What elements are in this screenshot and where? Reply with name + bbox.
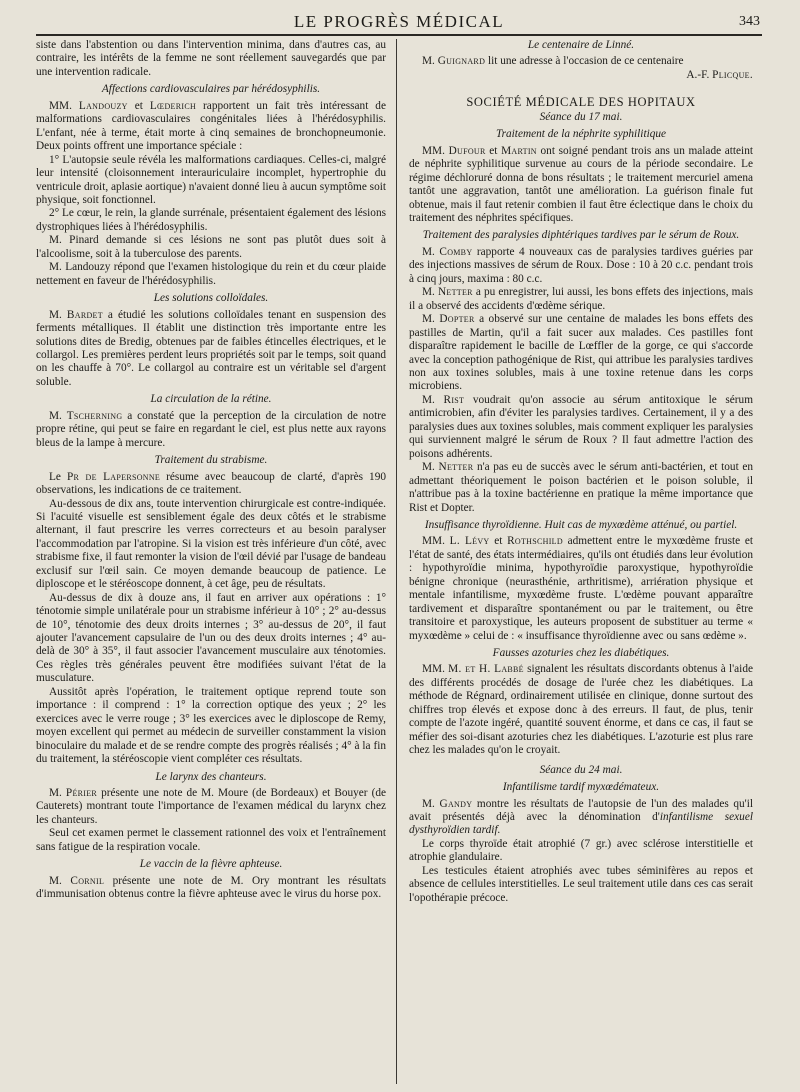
paragraph: M. Comby rapporte 4 nouveaux cas de paralysies tardives guéries par des injections massives de sérum de Roux. Dose : 10 à 20 c.c. pendant trois à cinq jours, maxima : 80 c.c. xyxy=(409,245,753,285)
section-heading-vaccin: Le vaccin de la fièvre aphteuse. xyxy=(139,858,283,871)
two-column-body xyxy=(36,39,762,1084)
paragraph: Au-dessus de dix à douze ans, il faut en arriver aux opérations : 1° ténotomie simple unilatérale pour un strabisme inférieur à 10° ; 2° au-dessus de 10°, ténotomie des deux droits internes ; 3° au-dessus de 20°, il faut ajouter l'avancement capsulaire de l'un ou des deux droits internes ; 4° au-delà de 30° à 35°, il faut associer l'avancement musculaire aux ténotomies. Ces règles très générales peuvent être modifiées suivant l'état de la musculature. xyxy=(36,591,386,685)
paragraph: M. Bardet a étudié les solutions colloïdales tenant en suspension des ferments métalliques. Il établit une distinction très importante entre les solutions dites de Bredig, obtenues par de faibles étincelles électriques, et le collargol. Les premières perdent leurs propriétés soit par le temps, soit quand on les chauffe à 70°. Le collargol au contraire est un véritable sel d'argent soluble. xyxy=(36,308,386,388)
paragraph: M. Pinard demande si ces lésions ne sont pas plutôt dues soit à l'alcoolisme, soit à la tuberculose des parents. xyxy=(36,234,386,260)
left-column xyxy=(36,39,396,1084)
paragraph: Seul cet examen permet le classement rationnel des voix et l'entraînement sans fatigue de la respiration vocale. xyxy=(36,827,386,853)
section-heading-infantilisme: Infantilisme tardif myxœdémateux. xyxy=(502,781,660,794)
section-heading-colloidal: Les solutions colloïdales. xyxy=(153,292,269,305)
paragraph: M. Rist voudrait qu'on associe au sérum antitoxique le sérum antimicrobien, afin d'éviter les paralysies tardives. Certainement, il y a des paralysies dues aux toxines solubles, mais comment expliquer les paralysies qui surviennent malgré le sérum de Roux ? Il faut admettre l'action des poisons adhérents. xyxy=(409,393,753,460)
seance-date: Séance du 24 mai. xyxy=(539,763,623,776)
paragraph: M. Dopter a observé sur une centaine de malades les bons effets des pastilles de Martin, qu'il a fait sucer aux malades. Ces pastilles font disparaître rapidement le bacille de Lœffler de la gorge, ce qui s'accorde avec la conception pathogénique de Rist, qui attribue les paralysies tardives non aux toxines solubles, mais à une toxine retenue dans les corps microbiens. xyxy=(409,313,753,393)
paragraph: MM. Dufour et Martin ont soigné pendant trois ans un malade atteint de néphrite syphilitique survenue au cours de la période secondaire. Le régime déchloruré donna de bons résultats ; le traitement mercuriel amena tantôt une aggravation, tantôt une amélioration. La guérison finale fut obtenue, mais il faut retenir combien il faut être éclectique dans le choix du traitement des néphrites spécifiques. xyxy=(409,144,753,224)
section-heading-azoturies: Fausses azoturies chez les diabétiques. xyxy=(492,647,670,660)
paragraph: M. Netter n'a pas eu de succès avec le sérum anti-bactérien, et tout en admettant théoriquement le poison bactérien et le poison soluble, il n'attribue pas à la toxine bactérienne en pratique la même importance que Rist et Dopter. xyxy=(409,461,753,514)
paragraph: 2° Le cœur, le rein, la glande surrénale, présentaient également des lésions dystrophiques liées à l'hérédosyphilis. xyxy=(36,207,386,233)
section-heading-linne: Le centenaire de Linné. xyxy=(527,39,635,51)
section-heading-hereosyphilis: Affections cardiovasculaires par hérédosyphilis. xyxy=(101,83,321,96)
paragraph: Le corps thyroïde était atrophié (7 gr.) avec sclérose interstitielle et atrophie glandulaire. xyxy=(409,837,753,864)
seance-date: Séance du 17 mai. xyxy=(539,110,623,123)
paragraph: M. Gandy montre les résultats de l'autopsie de l'un des malades qu'il avait présentés déjà avec la dénomination d'infantilisme sexuel dysthyroïdien tardif. xyxy=(409,797,753,837)
paragraph: M. Cornil présente une note de M. Ory montrant les résultats d'immunisation obtenus contre la fièvre aphteuse avec le virus du horse pox. xyxy=(36,874,386,901)
section-heading-paralysies: Traitement des paralysies diphtériques tardives par le sérum de Roux. xyxy=(422,229,740,242)
paragraph: MM. L. Lévy et Rothschild admettent entre le myxœdème fruste et l'état de santé, des états intermédiaires, qu'ils ont étudiés dans leur évolution : hypothyroïdie minima, hypothyroïdie paroxystique, hypothyroïdie bénigne chronique (neurasthénie, arthritisme), arriération physique et mentale infantilisme, myxœdème fruste. L'œdème pouvant apparaître tardivement et disparaître spontanément ou par le traitement, ou être transitoire et paroxystique, les auteurs proposent de substituer au terme « myxœdème » celui de : « insuffisance thyroïdienne avec ou sans œdème ». xyxy=(409,535,753,642)
page-header xyxy=(36,8,762,36)
paragraph: MM. Landouzy et Lœderich rapportent un fait très intéressant de malformations cardiovasculaires congénitales liées à l'hérédosyphilis. L'enfant, née à terme, était morte à cinq semaines de bronchopneumonie. Deux points offrent une importance spéciale : xyxy=(36,99,386,153)
continued-paragraph: siste dans l'abstention ou dans l'intervention minima, dans d'autres cas, au contraire, les intérêts de la femme ne sont réellement sauvegardés que par une intervention radicale. xyxy=(36,39,386,78)
paragraph: 1° L'autopsie seule révéla les malformations cardiaques. Celles-ci, malgré leur intensité (cloisonnement interauriculaire incomplet, hypertrophie du ventricule droit, aplasie aortique) n'avaient donné lieu à aucun symptôme soit physique, soit fonctionnel. xyxy=(36,153,386,206)
section-heading-retina: La circulation de la rétine. xyxy=(150,393,272,406)
section-heading-nephrite: Traitement de la néphrite syphilitique xyxy=(495,128,667,141)
right-column xyxy=(397,39,753,1084)
author-signature: A.-F. Plicque. xyxy=(686,68,753,81)
journal-title: LE PROGRÈS MÉDICAL xyxy=(293,12,505,31)
section-heading-strabisme: Traitement du strabisme. xyxy=(154,454,268,467)
paragraph: MM. M. et H. Labbé signalent les résultats discordants obtenus à l'aide des différents procédés de dosage de l'urée chez les diabétiques. La méthode de Régnard, ordinairement utilisée en clinique, donne surtout des chiffres trop élevés et expose donc à des erreurs. Il faut, de plus, tenir compte de l'azote ingéré, quantité souvent énorme, et dans ce cas, il faut se méfier des soi-disant azoturies chez les diabétiques. L'azoturie est plus rare chez les malades qu'on le croyait. xyxy=(409,663,753,757)
section-heading-thyroidienne: Insuffisance thyroïdienne. Huit cas de myxœdème atténué, ou partiel. xyxy=(424,518,738,531)
paragraph: M. Landouzy répond que l'examen histologique du rein et du cœur plaide nettement en faveur de l'hérédosyphilis. xyxy=(36,261,386,287)
paragraph: M. Guignard lit une adresse à l'occasion de ce centenaire xyxy=(422,55,684,68)
paragraph: M. Tscherning a constaté que la perception de la circulation de notre propre rétine, qui peut se faire en regardant le ciel, est plus nette aux rayons bleus de la lampe à mercure. xyxy=(36,409,386,449)
paragraph: M. Périer présente une note de M. Moure (de Bordeaux) et Bouyer (de Cauterets) montrant toute l'importance de l'examen médical du larynx chez les chanteurs. xyxy=(36,787,386,826)
paragraph: Aussitôt après l'opération, le traitement optique reprend toute son importance : il comprend : 1° la correction optique des yeux ; 2° les exercices avec le verre rouge ; 3° les exercices avec le diploscope de Remy, moyen excellent qui permet au médecin de surveiller constamment la vision binoculaire du malade et de se rendre compte des progrès réalisés ; 4° à la fin du traitement, la stéréoscopie vient compléter ces résultats. xyxy=(36,685,386,766)
paragraph: Le Pr de Lapersonne résume avec beaucoup de clarté, d'après 190 observations, les indications de ce traitement. xyxy=(36,470,386,497)
paragraph: M. Netter a pu enregistrer, lui aussi, les bons effets des injections, mais il a observé des accidents d'œdème sérique. xyxy=(409,286,753,312)
paragraph: Au-dessous de dix ans, toute intervention chirurgicale est contre-indiquée. Si l'acuité visuelle est sensiblement égale des deux côtés et le strabisme alternant, il faut prescrire les verres correcteurs et au besoin paralyser l'accommodation par l'atropine. Si la vision est très inférieure d'un côté, avec strabisme fixe, il faut remonter la vision de l'œil dévié par l'usage de bandeau exclusif sur l'œil sain. Ce moyen demande beaucoup de patience. Le diploscope et le stéréoscope donnent, à cet âge, peu de résultats. xyxy=(36,497,386,591)
section-heading-larynx: Le larynx des chanteurs. xyxy=(155,770,267,783)
page-number: 343 xyxy=(739,14,760,29)
society-heading: SOCIÉTÉ MÉDICALE DES HOPITAUX xyxy=(466,95,696,110)
paragraph: Les testicules étaient atrophiés avec tubes séminifères au repos et absence de cellules interstitielles. Le seul traitement utile dans ces cas serait l'opothérapie précoce. xyxy=(409,864,753,904)
